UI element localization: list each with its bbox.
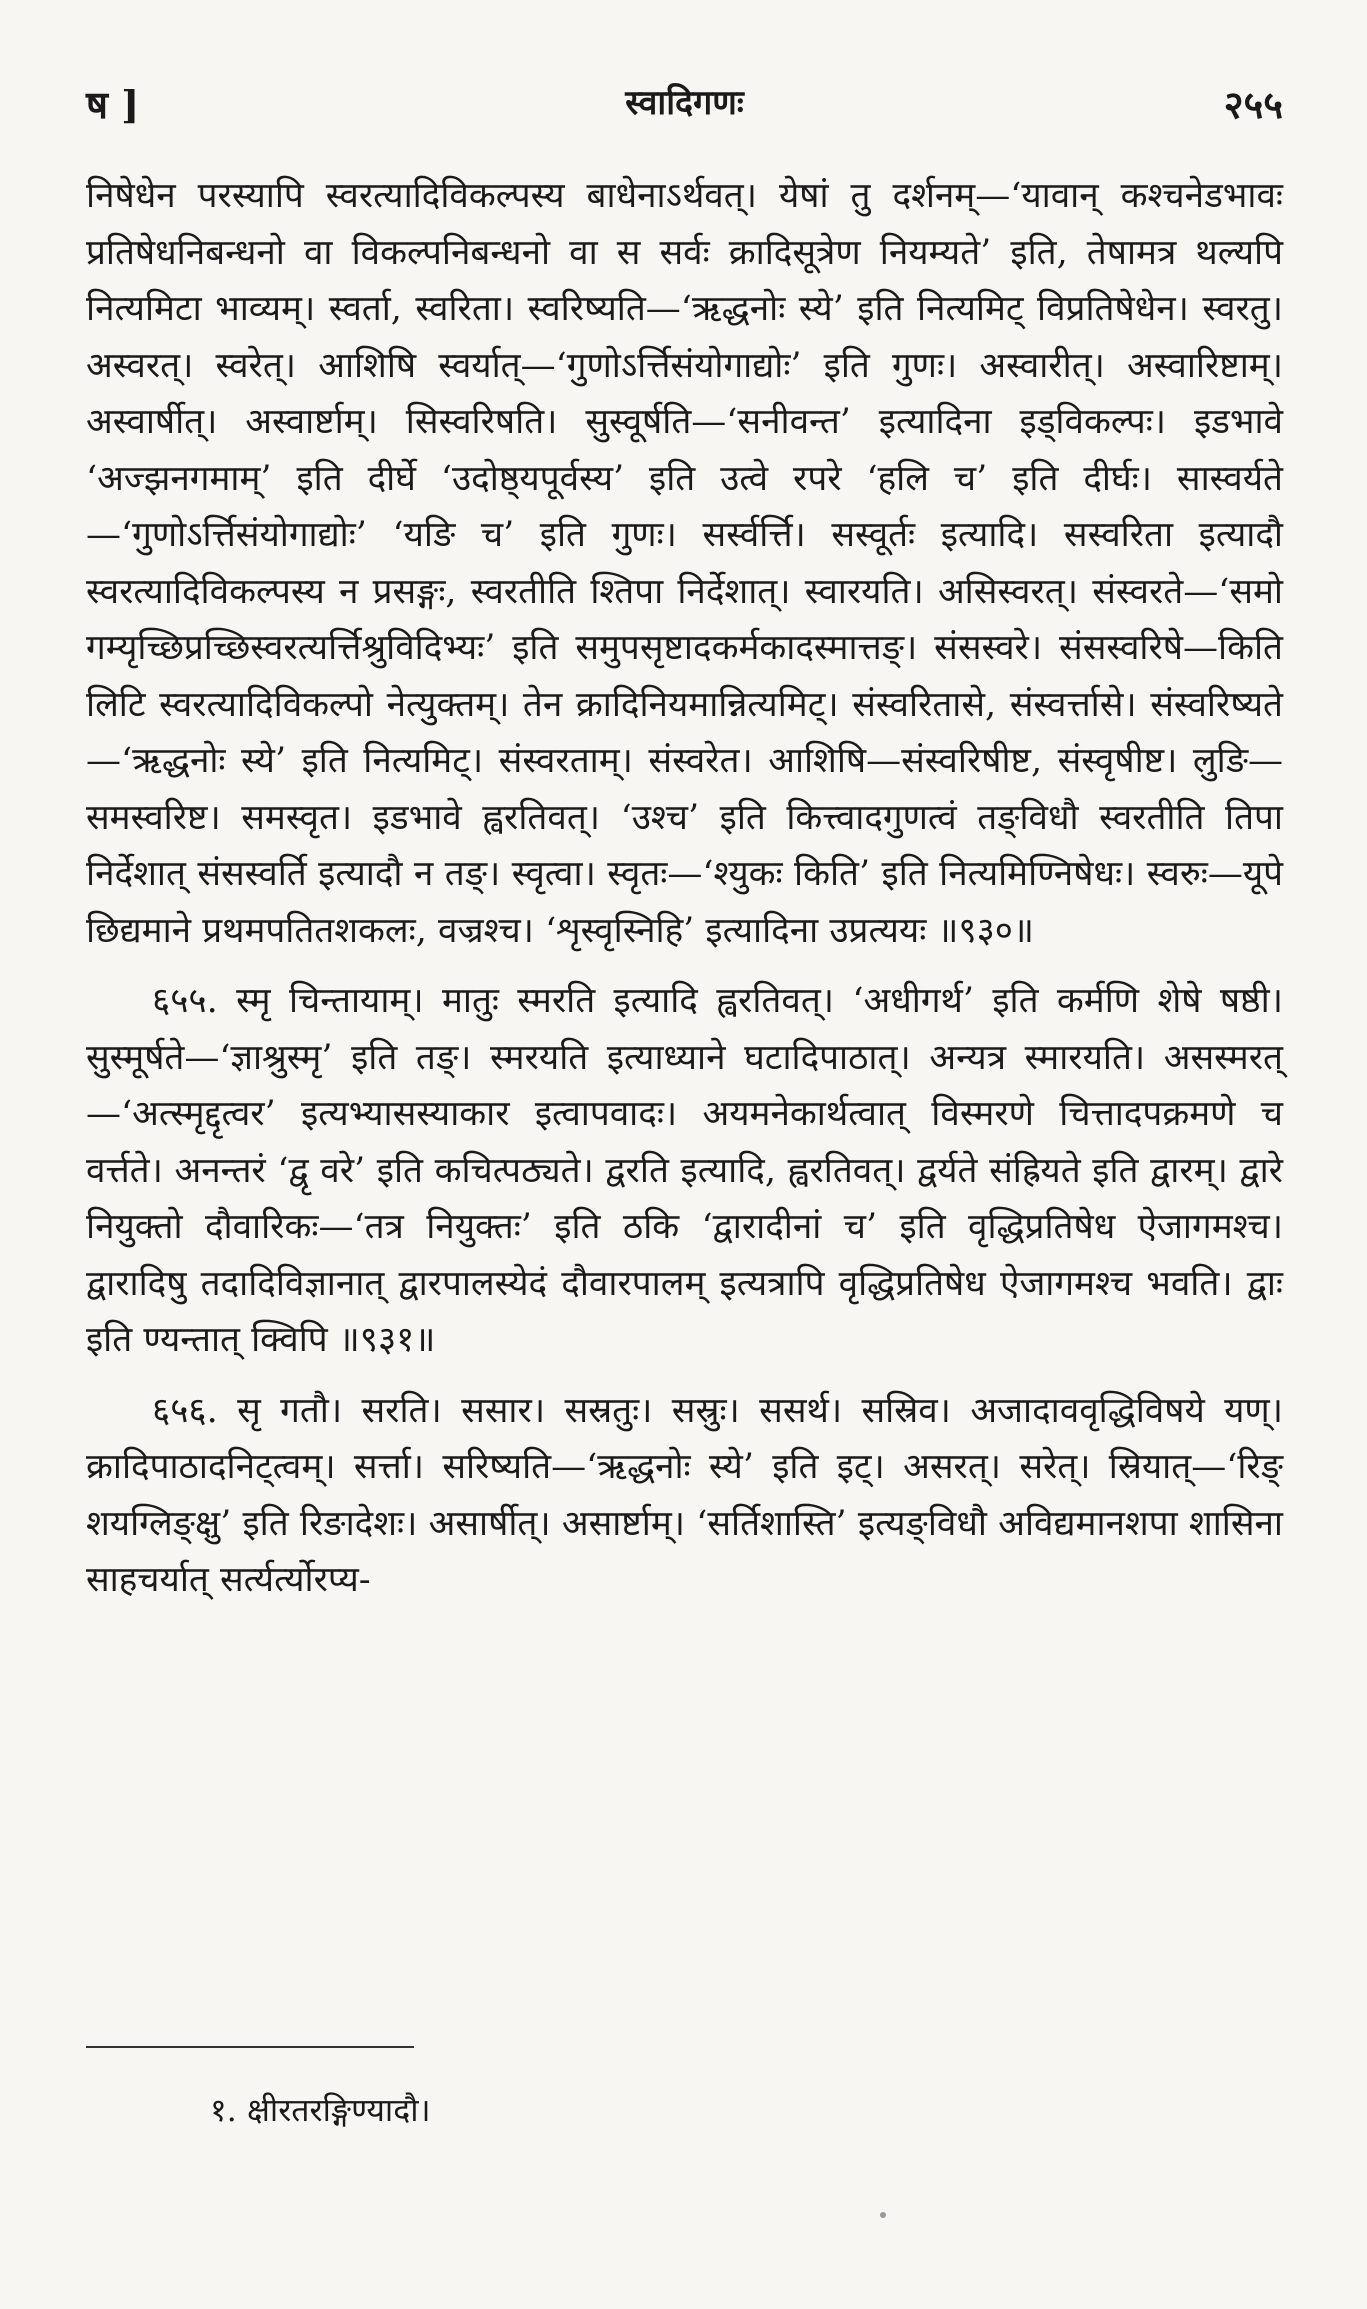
main-text <box>86 168 1283 1609</box>
page-header <box>86 78 1283 138</box>
page-number: २५५ <box>1223 82 1283 127</box>
paragraph-continuation: निषेधेन परस्यापि स्वरत्यादिविकल्पस्य बाधेनाऽर्थवत्। येषां तु दर्शनम्—‘यावान् कश्चनेडभावः प्रतिषेधनिबन्धनो वा विकल्पनिबन्धनो वा स सर्वः क्रादिसूत्रेण नियम्यते’ इति, तेषामत्र थल्यपि नित्यमिटा भाव्यम्। स्वर्ता, स्वरिता। स्वरिष्यति—‘ऋद्धनोः स्ये’ इति नित्यमिट् विप्रतिषेधेन। स्वरतु। अस्वरत्। स्वरेत्। आशिषि स्वर्यात्—‘गुणोऽर्त्तिसंयोगाद्योः’ इति गुणः। अस्वारीत्। अस्वारिष्टाम्। अस्वार्षीत्। अस्वार्ष्टाम्। सिस्वरिषति। सुस्वूर्षति—‘सनीवन्त’ इत्यादिना इड्विकल्पः। इडभावे ‘अज्झनगमाम्’ इति दीर्घे ‘उदोष्ठ्यपूर्वस्य’ इति उत्वे रपरे ‘हलि च’ इति दीर्घः। सास्वर्यते—‘गुणोऽर्त्तिसंयोगाद्योः’ ‘यङि च’ इति गुणः। सर्स्वर्त्ति। सस्वूर्तः इत्यादि। सस्वरिता इत्यादौ स्वरत्यादिविकल्पस्य न प्रसङ्गः, स्वरतीति श्तिपा निर्देशात्। स्वारयति। असिस्वरत्। संस्वरते—‘समो गम्यृच्छिप्रच्छिस्वरत्यर्त्तिश्रुविदिभ्यः’ इति समुपसृष्टादकर्मकादस्मात्तङ्। संसस्वरे। संसस्वरिषे—किति लिटि स्वरत्यादिविकल्पो नेत्युक्तम्। तेन क्रादिनियमान्नित्यमिट्। संस्वरितासे, संस्वर्त्तासे। संस्वरिष्यते—‘ऋद्धनोः स्ये’ इति नित्यमिट्। संस्वरताम्। संस्वरेत। आशिषि—संस्वरिषीष्ट, संस्वृषीष्ट। लुङि—समस्वरिष्ट। समस्वृत। इडभावे ह्वरतिवत्। ‘उश्च’ इति कित्त्वादगुणत्वं तङ्विधौ स्वरतीति तिपा निर्देशात् संसस्वर्ति इत्यादौ न तङ्। स्वृत्वा। स्वृतः—‘श्युकः किति’ इति नित्यमिण्निषेधः। स्वरुः—यूपे छिद्यमाने प्रथमपतितशकलः, वज्रश्च। ‘शृस्वृस्निहि’ इत्यादिना उप्रत्ययः ॥९३०॥ <box>86 176 1283 951</box>
section-marker: ष ] <box>86 82 140 127</box>
paragraph-sri: ६५६. सृ गतौ। सरति। ससार। सस्रतुः। सस्रुः। ससर्थ। सस्रिव। अजादाववृद्धिविषये यण्। क्रादिपाठादनिट्त्वम्। सर्त्ता। सरिष्यति—‘ऋद्धनोः स्ये’ इति इट्। असरत्। सरेत्। स्रियात्—‘रिङ् शयग्लिङ्क्षु’ इति रिङादेशः। असार्षीत्। असार्ष्टाम्। ‘सर्तिशास्ति’ इत्यङ्विधौ अविद्यमानशपा शासिना साहचर्यात् सर्त्यर्त्योरप्य- <box>86 1390 1283 1600</box>
running-title: स्वादिगणः <box>625 83 744 123</box>
paragraph-smri: ६५५. स्मृ चिन्तायाम्। मातुः स्मरति इत्यादि ह्वरतिवत्। ‘अधीगर्थ’ इति कर्मणि शेषे षष्ठी। सुस्मूर्षते—‘ज्ञाश्रुस्मृ’ इति तङ्। स्मरयति इत्याध्याने घटादिपाठात्। अन्यत्र स्मारयति। असस्मरत्—‘अत्स्मृद्दृत्वर’ इत्यभ्यासस्याकार इत्वापवादः। अयमनेकार्थत्वात् विस्मरणे चित्तादपक्रमणे च वर्त्तते। अनन्तरं ‘द्वृ वरे’ इति कचित्पठ्यते। द्वरति इत्यादि, ह्वरतिवत्। द्वर्यते संह्रियते इति द्वारम्। द्वारे नियुक्तो दौवारिकः—‘तत्र नियुक्तः’ इति ठकि ‘द्वारादीनां च’ इति वृद्धिप्रतिषेध ऐजागमश्च। द्वारादिषु तदादिविज्ञानात् द्वारपालस्येदं दौवारपालम् इत्यत्रापि वृद्धिप्रतिषेध ऐजागमश्च भवति। द्वाः इति ण्यन्तात् क्विपि ॥९३१॥ <box>86 981 1283 1360</box>
speck <box>880 2212 886 2218</box>
footnote-divider <box>86 2046 414 2048</box>
footnote: १. क्षीरतरङ्गिण्यादौ। <box>210 2091 431 2129</box>
